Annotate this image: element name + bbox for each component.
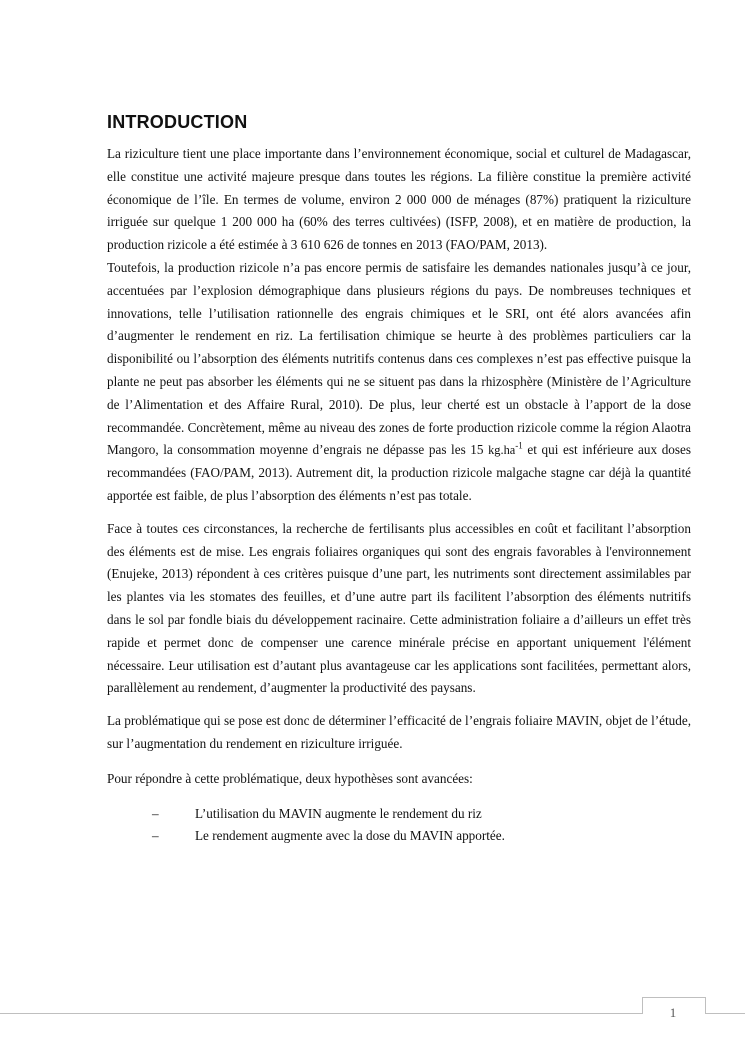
hypothesis-text: Le rendement augmente avec la dose du MAVIN apportée. xyxy=(195,828,505,844)
hypothesis-text: L’utilisation du MAVIN augmente le rendement du riz xyxy=(195,805,482,821)
paragraph-foliar: Face à toutes ces circonstances, la recherche de fertilisants plus accessibles en coût et facilitant l’absorption des éléments est de mise. Les engrais foliaires organiques qui sont des engrais favorables à l'environnement (Enujeke, 2013) répondent à ces critères puisque d’une part, les nutriments sont directement assimilables par les plantes via les stomates des feuilles, et d’une autre part ils facilitent l’absorption des éléments nutritifs dans le sol par fondle biais du développement racinaire. Cette administration foliaire a d’ailleurs un effet très rapide et permet donc de compenser une carence minérale précise en apportant uniquement l'élément nécessaire. Leur utilisation est d’autant plus avantageuse car les applications sont facilitées, permettant alors, parallèlement au rendement, d’augmenter la productivité des paysans. xyxy=(107,520,691,696)
section-heading: INTRODUCTION xyxy=(107,112,248,132)
paragraph-problem xyxy=(107,257,691,508)
paragraph-hypotheses-intro: Pour répondre à cette problématique, deux hypothèses sont avancées: xyxy=(107,770,473,786)
dash-bullet: – xyxy=(152,828,159,844)
hypotheses-list xyxy=(107,803,691,849)
paragraph-problem-text-end: et qui est inférieure aux doses recommandées (FAO/PAM, 2013). Autrement dit, la production rizicole malgache stagne car déjà la quantité apportée est faible, de plus l’absorption des éléments n’est pas totale. xyxy=(107,442,692,503)
paragraph-problematic: La problématique qui se pose est donc de déterminer l’efficacité de l’engrais foliaire MAVIN, objet de l’étude, sur l’augmentation du rendement en riziculture irriguée. xyxy=(107,713,691,751)
paragraph-problem-text: Toutefois, la production rizicole n’a pas encore permis de satisfaire les demandes nationales jusqu’à ce jour, accentuées par l’explosion démographique dans plusieurs régions du pays. De nombreuses techniques et innovations, telle l’utilisation rationnelle des engrais chimiques et le SRI, ont été alors avancées afin d’augmenter le rendement en riz. La fertilisation chimique se heurte à des problèmes particuliers car la disponibilité ou l’absorption des éléments nutritifs contenus dans ces complexes n’est pas effective puisque la plante ne peut pas absorber les éléments qui ne se situent pas dans la rhizosphère (Ministère de l’Agriculture de l’Alimentation et des Affaire Rural, 2010). De plus, leur cherté est un obstacle à l’apport de la dose recommandée. Concrètement, même au niveau des zones de forte production rizicole comme la région Alaotra Mangoro, la consommation moyenne d’engrais ne dépasse pas les 15 xyxy=(107,259,691,458)
page-body xyxy=(107,112,691,848)
paragraph-context: La riziculture tient une place importante dans l’environnement économique, social et culturel de Madagascar, elle constitue une activité majeure presque dans toutes les régions. La filière constitue la première activité économique de l’île. En termes de volume, environ 2 000 000 de ménages (87%) pratiquent la riziculture irriguée sur quelque 1 200 000 ha (60% des terres cultivées) (ISFP, 2008), et en matière de production, la production rizicole a été estimée à 3 610 626 de tonnes en 2013 (FAO/PAM, 2013). xyxy=(107,146,691,253)
unit-exponent: -1 xyxy=(515,440,523,451)
hypothesis-item xyxy=(107,803,691,826)
footer-rule xyxy=(0,1013,745,1014)
dash-bullet: – xyxy=(152,805,159,821)
hypothesis-item xyxy=(107,825,691,848)
unit-kg-ha: kg.ha xyxy=(488,443,516,458)
page-number: 1 xyxy=(669,1005,677,1020)
